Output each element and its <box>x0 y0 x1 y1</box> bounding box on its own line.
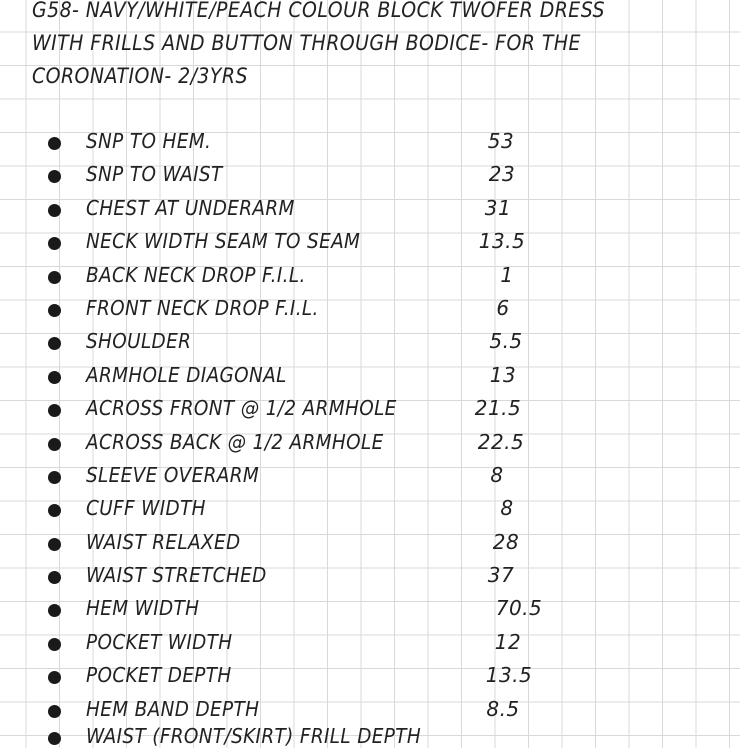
bullet-icon <box>48 337 61 350</box>
measurement-value: 8 <box>490 462 504 487</box>
bullet-icon <box>48 204 61 217</box>
page-title <box>32 0 662 93</box>
bullet-icon <box>48 571 61 584</box>
bullet-icon <box>48 170 61 183</box>
measurement-label: POCKET WIDTH <box>86 629 233 654</box>
measurement-label: ACROSS BACK @ 1/2 ARMHOLE <box>86 429 384 454</box>
measurement-value: 53 <box>487 129 515 153</box>
measurement-value: 13.5 <box>478 229 526 254</box>
bullet-icon <box>48 237 61 250</box>
list-item <box>0 561 740 594</box>
measurement-value: 31 <box>484 195 512 220</box>
list-item <box>0 461 740 494</box>
title-line-1: G58- NAVY/WHITE/PEACH COLOUR BLOCK TWOFER DRESS <box>32 0 605 22</box>
list-item <box>0 528 740 561</box>
measurement-label: SHOULDER <box>86 329 192 354</box>
measurement-value: 8 <box>500 496 514 521</box>
measurement-label: SNP TO HEM. <box>86 129 212 153</box>
bullet-icon <box>48 538 61 551</box>
bullet-icon <box>48 438 61 451</box>
measurement-label: HEM BAND DEPTH <box>86 696 260 721</box>
measurement-label: BACK NECK DROP F.I.L. <box>86 262 306 287</box>
bullet-icon <box>48 371 61 384</box>
bullet-icon <box>48 404 61 417</box>
measurement-label: NECK WIDTH SEAM TO SEAM <box>86 229 361 254</box>
measurement-label: ARMHOLE DIAGONAL <box>86 362 287 387</box>
measurement-label: POCKET DEPTH <box>86 663 232 688</box>
list-item <box>0 361 740 394</box>
measurement-label: ACROSS FRONT @ 1/2 ARMHOLE <box>86 396 397 421</box>
list-item <box>0 227 740 260</box>
measurement-value: 1 <box>500 262 514 287</box>
measurement-list <box>0 127 740 728</box>
cutoff-measurement-label: WAIST (FRONT/SKIRT) FRILL DEPTH <box>86 724 422 748</box>
list-item <box>0 494 740 527</box>
list-item <box>0 261 740 294</box>
measurement-value: 70.5 <box>495 596 543 621</box>
measurement-label: SNP TO WAIST <box>86 162 223 187</box>
title-line-3: CORONATION- 2/3YRS <box>32 64 248 88</box>
measurement-value: 21.5 <box>474 396 522 421</box>
measurement-value: 13 <box>489 362 517 387</box>
measurement-value: 23 <box>488 162 516 187</box>
measurement-label: CHEST AT UNDERARM <box>86 195 295 220</box>
list-item <box>0 594 740 627</box>
list-item <box>0 294 740 327</box>
measurement-value: 28 <box>492 529 520 554</box>
measurement-label: CUFF WIDTH <box>86 496 206 521</box>
bullet-icon <box>48 271 61 284</box>
bullet-icon <box>48 471 61 484</box>
list-item <box>0 628 740 661</box>
measurement-value: 22.5 <box>477 429 525 454</box>
bullet-icon <box>48 705 61 718</box>
list-item <box>0 160 740 193</box>
bullet-icon <box>48 604 61 617</box>
measurement-value: 12 <box>494 629 522 654</box>
list-item <box>0 327 740 360</box>
title-line-2: WITH FRILLS AND BUTTON THROUGH BODICE- FOR THE <box>32 31 581 55</box>
list-item <box>0 661 740 694</box>
measurement-label: SLEEVE OVERARM <box>86 462 260 487</box>
bullet-icon <box>48 137 61 150</box>
bullet-icon <box>48 732 61 745</box>
measurement-label: WAIST STRETCHED <box>86 563 267 588</box>
measurement-value: 6 <box>496 295 510 320</box>
measurement-value: 13.5 <box>485 663 533 688</box>
bullet-icon <box>48 504 61 517</box>
list-item <box>0 194 740 227</box>
list-item <box>0 127 740 160</box>
measurement-label: FRONT NECK DROP F.I.L. <box>86 295 319 320</box>
bullet-icon <box>48 638 61 651</box>
list-item <box>0 428 740 461</box>
measurement-label: HEM WIDTH <box>86 596 200 621</box>
measurement-value: 5.5 <box>489 329 523 354</box>
measurement-value: 8.5 <box>486 696 520 721</box>
bullet-icon <box>48 671 61 684</box>
list-item <box>0 394 740 427</box>
bullet-icon <box>48 304 61 317</box>
measurement-label: WAIST RELAXED <box>86 529 241 554</box>
measurement-value: 37 <box>487 563 515 588</box>
